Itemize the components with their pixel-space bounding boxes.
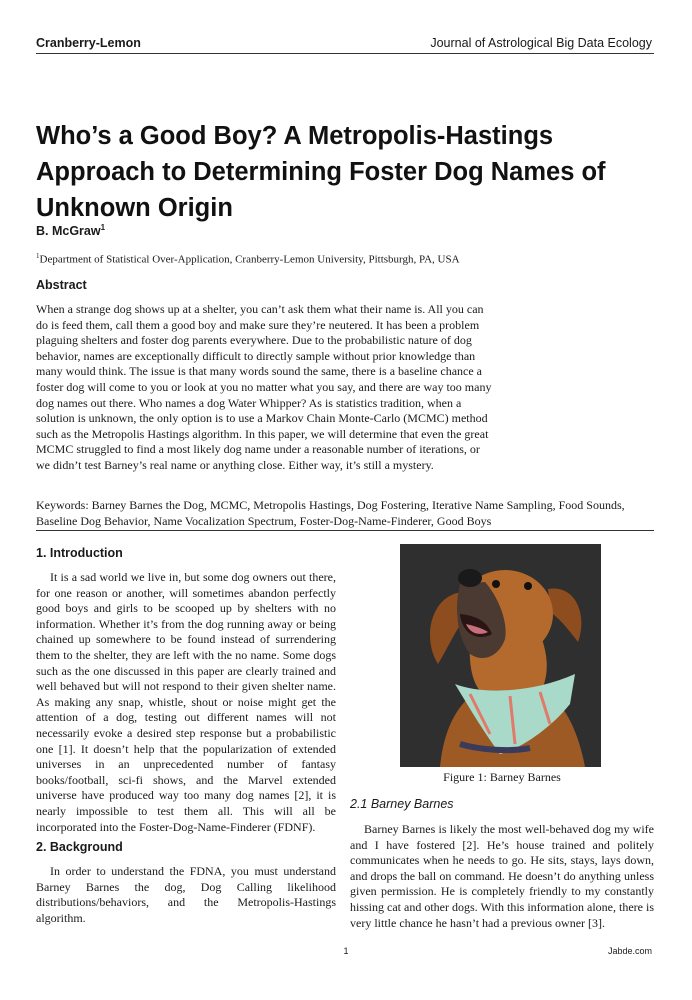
abstract-heading: Abstract (36, 278, 87, 292)
dog-photo (400, 544, 601, 767)
page-number: 1 (343, 946, 349, 956)
abstract-text: When a strange dog shows up at a shelter, you can’t ask them what their name is. All you can do is feed them, call them a good boy and make sure they’re neutered. It has been a problem plaguing shelters and foster dog parents everywhere. Due to the probabilistic nature of dog behavior, names are exceptionally difficult to directly sample without prior knowledge than many would think. The issue is that many words sound the same, there is a baseline chance a foster dog will come to you or look at you no matter what you say, and there are way too many dog names out there. Who names a dog Water Whipper? As is statistics tradition, when a solution is unknown, the only option is to use a Markov Chain Monte-Carlo (MCMC) method such as the Metropolis Hastings algorithm. In this paper, we will determine that even the great MCMC struggled to find a most likely dog name under a reasonable number of iterations, or we didn’t test Barney’s real name or anything close. Either way, it’s still a mystery. (36, 302, 492, 472)
introduction-text: It is a sad world we live in, but some dog owners out there, for one reason or another, will sometimes abandon perfectly good boys and girls to be scooped up by shelters with no information. Whether it’s from the dog running away or being chained up somewhere to be found instead of surrendering them to the shelter, they are left with the no name. Some dogs such as the one discussed in this paper are clearly trained and well behaved but will not respond to their given shelter name. As making any snap, whistle, shout or noise might get the attention of a dog, testing out different names will not necessarily evoke a desired step response but a probabilistic one [1]. It doesn’t help that the popularization of extended universes in an unprecedented number of fantasy books/football, sci-fi shows, and the Marvel extended universe have produced way too many dog names [2], it is nearly impossible to test them all. This will all be incorporated into the Foster-Dog-Name-Finderer (FDNF). (36, 570, 336, 834)
affiliation-mark: 1 (36, 252, 40, 260)
barney-heading: 2.1 Barney Barnes (350, 797, 454, 811)
footer-site: Jabde.com (607, 946, 652, 956)
barney-text: Barney Barnes is likely the most well-behaved dog my wife and I have fostered [2]. He’s house trained and politely communicates when he needs to go. He sits, stays, lays down, and drops the ball on command. He doesn’t do anything unless given permission. He is completely friendly to my constantly hissing cat and other dogs. With this information alone, there is very little chance he hasn’t had a previous owner [3]. (350, 822, 654, 930)
author-line (36, 223, 105, 238)
running-header (36, 34, 654, 54)
background-heading: 2. Background (36, 840, 123, 854)
paper-title: Who’s a Good Boy? A Metropolis-Hastings Approach to Determining Foster Dog Names of Unknown Origin (36, 122, 606, 222)
keywords: Keywords: Barney Barnes the Dog, MCMC, Metropolis Hastings, Dog Fostering, Iterative Name Sampling, Food Sounds, Baseline Dog Behavior, Name Vocalization Spectrum, Foster-Dog-Name-Finderer, Good Boys (36, 498, 625, 528)
author-affiliation-mark: 1 (100, 223, 106, 232)
affiliation-text: Department of Statistical Over-Application, Cranberry-Lemon University, Pittsburgh, PA, USA (39, 253, 460, 266)
keywords-divider (36, 530, 654, 531)
background-text: In order to understand the FDNA, you must understand Barney Barnes the dog, Dog Calling likelihood distributions/behaviors, and the Metropolis-Hastings algorithm. (36, 864, 336, 925)
header-institution: Cranberry-Lemon (36, 36, 141, 50)
header-journal: Journal of Astrological Big Data Ecology (430, 36, 652, 50)
introduction-heading: 1. Introduction (36, 546, 123, 560)
affiliation (36, 252, 460, 266)
figure-caption: Figure 1: Barney Barnes (443, 770, 561, 784)
author-name: B. McGraw (36, 224, 101, 239)
